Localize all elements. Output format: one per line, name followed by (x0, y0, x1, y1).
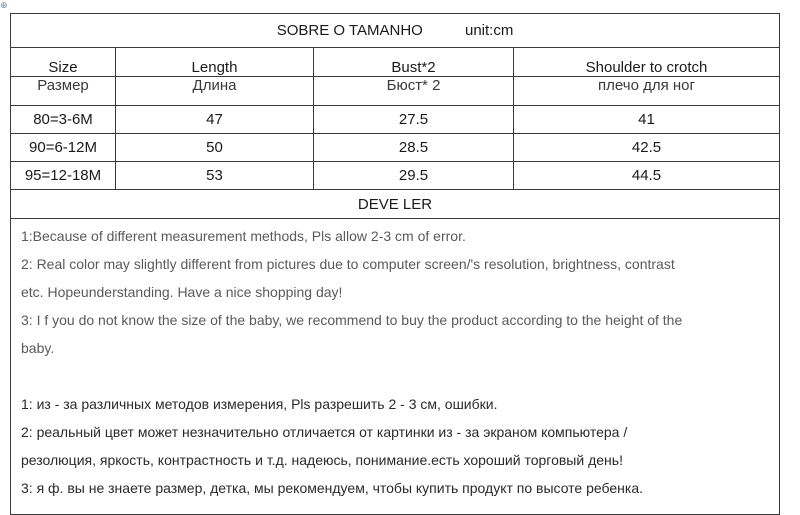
table-row (11, 162, 780, 190)
table-title: SOBRE O TAMANHO (276, 22, 423, 39)
note-line: etc. Hopeunderstanding. Have a nice shopping day! (21, 284, 343, 300)
table-row (11, 134, 780, 162)
cell-bust: 27.5 (314, 106, 514, 134)
cell-length: 47 (116, 106, 314, 134)
col-header-bust-ru: Бюст* 2 (314, 77, 514, 106)
size-chart-table (10, 13, 780, 515)
title-row (11, 14, 780, 48)
notes-row (11, 219, 780, 515)
notes-cell (11, 219, 780, 515)
col-header-size: Size (11, 48, 116, 77)
note-spacer (21, 362, 779, 390)
cell-size: 80=3-6M (11, 106, 116, 134)
cell-size: 90=6-12M (11, 134, 116, 162)
unit-label: unit:cm (465, 22, 514, 39)
note-line-ru: 2: реальный цвет может незначительно отличается от картинки из - за экраном компьютера / (21, 424, 628, 440)
note-line-ru: 3: я ф. вы не знаете размер, детка, мы рекомендуем, чтобы купить продукт по высоте ребенка. (21, 480, 644, 496)
note-line: baby. (21, 340, 55, 356)
col-header-length-ru: Длина (116, 77, 314, 106)
cell-size: 95=12-18M (11, 162, 116, 190)
header-row-en (11, 48, 780, 77)
col-header-length: Length (116, 48, 314, 77)
section-row (11, 190, 780, 219)
section-heading: DEVE LER (11, 190, 780, 219)
col-header-size-ru: Размер (11, 77, 116, 106)
note-line: 3: I f you do not know the size of the baby, we recommend to buy the product according to the height of the (21, 312, 683, 328)
note-line-ru: 1: из - за различных методов измерения, Pls разрешить 2 - 3 см, ошибки. (21, 396, 498, 412)
corner-mark: ⊕ (0, 0, 8, 10)
table-row (11, 106, 780, 134)
cell-shoulder: 42.5 (514, 134, 780, 162)
cell-bust: 28.5 (314, 134, 514, 162)
cell-bust: 29.5 (314, 162, 514, 190)
col-header-shoulder: Shoulder to crotch (514, 48, 780, 77)
cell-shoulder: 41 (514, 106, 780, 134)
col-header-shoulder-ru: плечо для ног (514, 77, 780, 106)
note-line-ru: резолюция, яркость, контрастность и т.д. надеюсь, понимание.есть хороший торговый день! (21, 452, 623, 468)
title-cell (11, 14, 780, 48)
note-line: 1:Because of different measurement methods, Pls allow 2-3 cm of error. (21, 228, 466, 244)
header-row-ru (11, 77, 780, 106)
cell-length: 50 (116, 134, 314, 162)
note-line: 2: Real color may slightly different from pictures due to computer screen/'s resolution, brightness, contrast (21, 256, 675, 272)
cell-shoulder: 44.5 (514, 162, 780, 190)
cell-length: 53 (116, 162, 314, 190)
col-header-bust: Bust*2 (314, 48, 514, 77)
